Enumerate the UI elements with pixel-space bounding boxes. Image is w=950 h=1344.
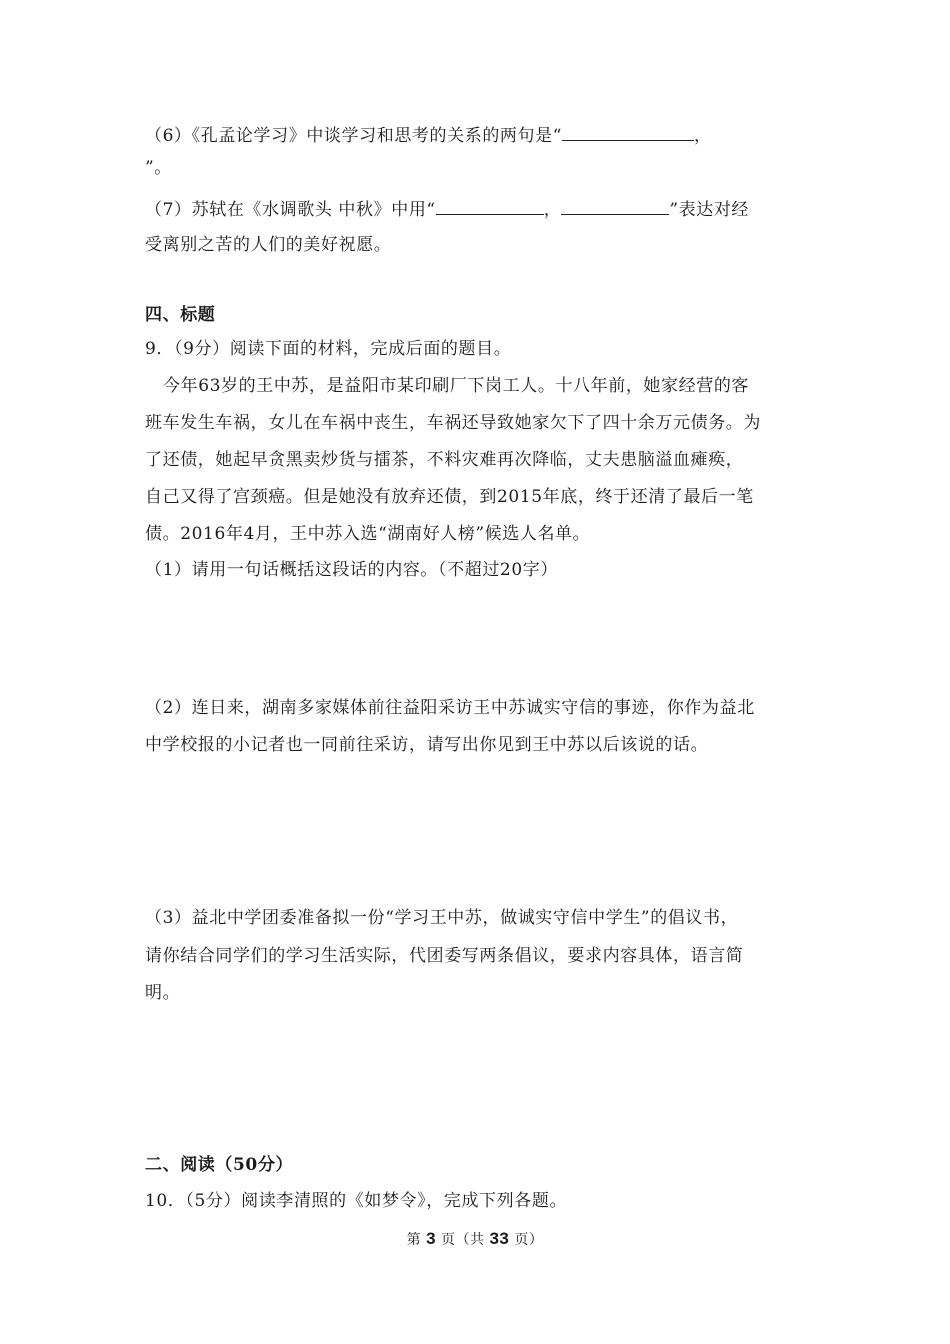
q7-line-1 (145, 196, 749, 222)
q10-intro: 10．（5分）阅读李清照的《如梦令》，完成下列各题。 (145, 1191, 568, 1211)
q9-sub-2-line-2: 中学校报的小记者也一同前往采访，请写出你见到王中苏以后该说的话。 (145, 735, 709, 755)
footer-suffix: 页） (509, 1232, 544, 1248)
q6-line-2: ”。 (145, 158, 172, 178)
q7-line-2: 受离别之苦的人们的美好祝愿。 (145, 235, 392, 255)
q7-text: （7）苏轼在《水调歌头 中秋》中用“ (145, 200, 436, 220)
q9-passage-line-3: 了还债，她起早贪黑卖炒货与擂茶，不料灾难再次降临，丈夫患脑溢血瘫痪， (145, 450, 744, 470)
q9-sub-1: （1）请用一句话概括这段话的内容。（不超过20字） (145, 560, 558, 580)
q9-passage-line-4: 自己又得了宫颈癌。但是她没有放弃还债，到2015年底，终于还清了最后一笔 (145, 487, 754, 507)
q7-comma: ， (543, 200, 562, 220)
q9-sub-3-line-2: 请你结合同学们的学习生活实际，代团委写两条倡议，要求内容具体，语言简 (145, 946, 744, 966)
q9-sub-3-line-3: 明。 (145, 983, 181, 1003)
q6-text: （6）《孔孟论学习》中谈学习和思考的关系的两句是“ (145, 126, 563, 146)
q7-text-after: ”表达对经 (669, 200, 750, 220)
section-2-heading: 二、阅读（50分） (145, 1155, 294, 1175)
footer-middle: 页（共 (436, 1232, 490, 1248)
q9-passage-line-2: 班车发生车祸，女儿在车祸中丧生，车祸还导致她家欠下了四十余万元债务。为 (145, 413, 761, 433)
q9-sub-3-line-1: （3）益北中学团委准备拟一份“学习王中苏，做诚实守信中学生”的倡议书， (145, 908, 739, 928)
q6-comma: ， (694, 126, 712, 146)
q9-passage-line-5: 债。2016年4月，王中苏入选“湖南好人榜”候选人名单。 (145, 524, 591, 544)
q6-blank-1[interactable] (562, 122, 694, 141)
q9-intro: 9．（9分）阅读下面的材料，完成后面的题目。 (145, 339, 512, 359)
q9-sub-2-line-1: （2）连日来，湖南多家媒体前往益阳采访王中苏诚实守信的事迹，你作为益北 (145, 698, 755, 718)
footer-page-number: 3 (426, 1229, 437, 1248)
q6-line-1 (145, 122, 712, 148)
q9-passage-line-1: 今年63岁的王中苏，是益阳市某印刷厂下岗工人。十八年前，她家经营的客 (163, 376, 750, 396)
section-4-heading: 四、标题 (145, 305, 216, 325)
q7-blank-1[interactable] (436, 196, 544, 215)
q7-blank-2[interactable] (561, 196, 669, 215)
footer-total-pages: 33 (489, 1229, 510, 1248)
footer-prefix: 第 (406, 1232, 427, 1248)
page-footer (0, 1229, 950, 1250)
